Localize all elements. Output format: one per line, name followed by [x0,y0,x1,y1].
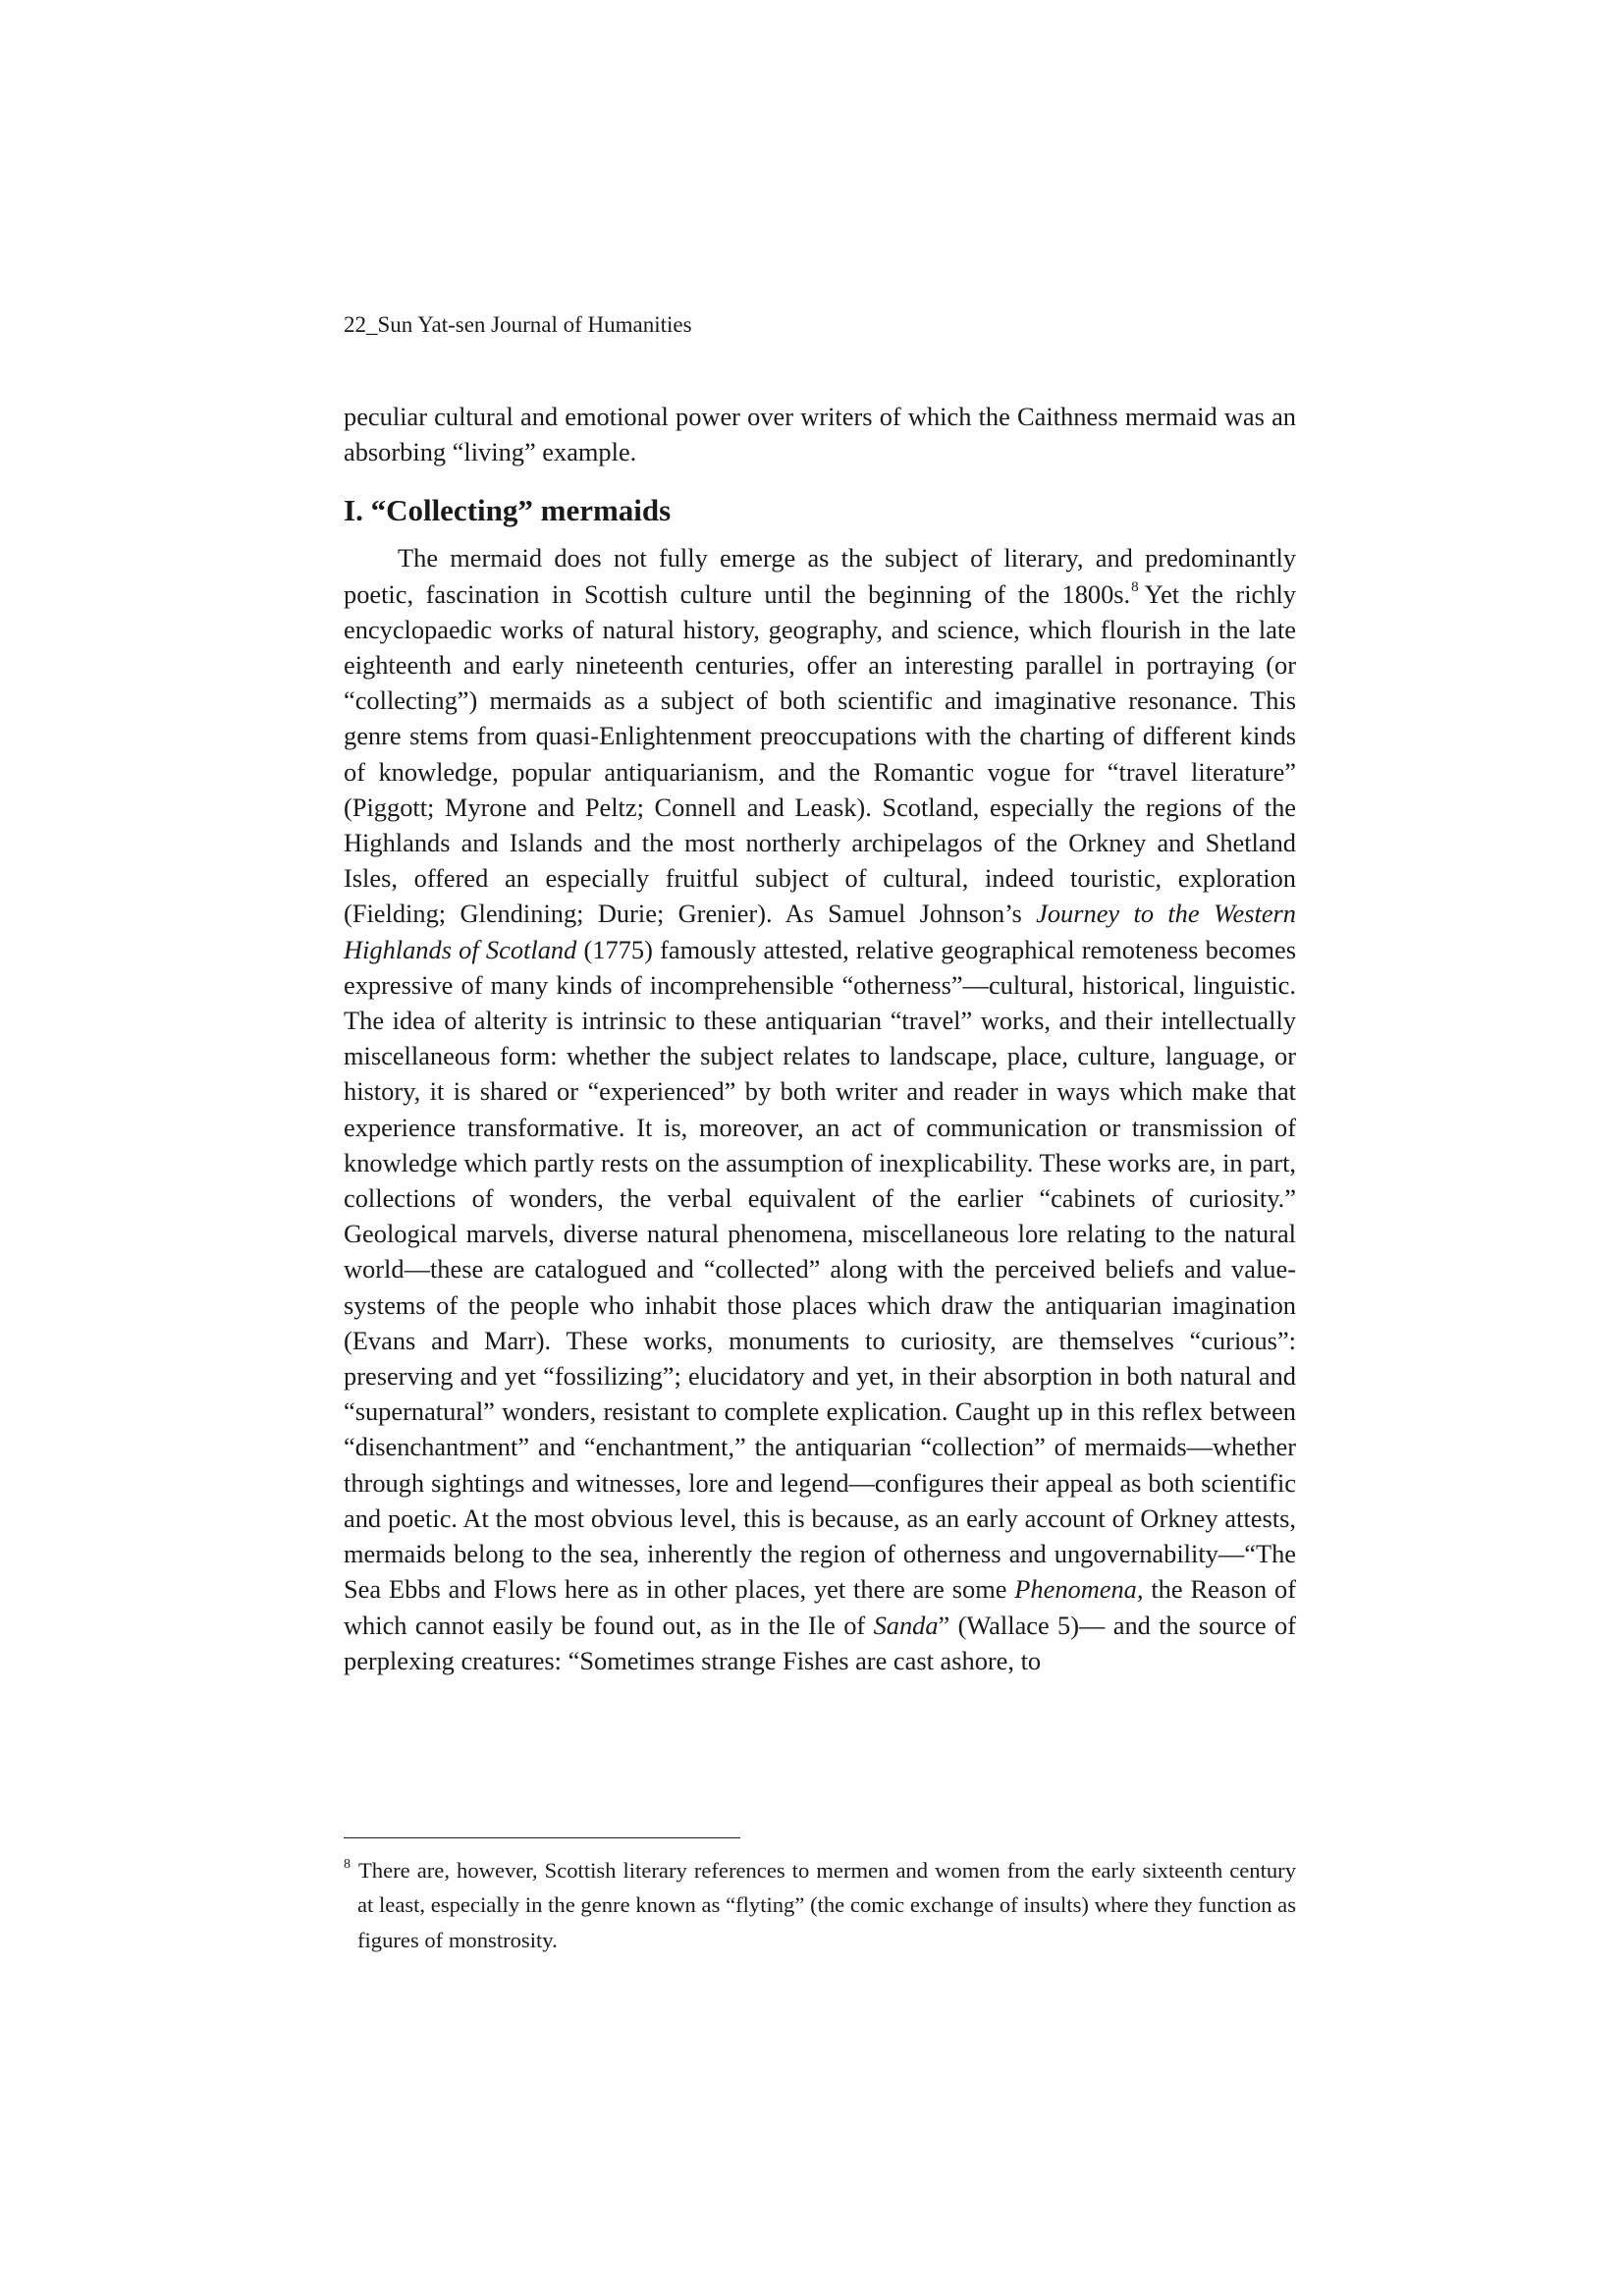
section-heading-wrap [344,491,1296,530]
main-text [344,399,1296,1678]
footnote-mark: 8 [344,1857,351,1872]
paragraph-text-4: the Reason of which cannot easily be found out, as in the Ile of [344,1574,1296,1640]
paragraph-text-1: The mermaid does not fully emerge as the subject of literary, and predominantly poetic, fascination in Scottish culture until the beginning of the 1800s. [344,543,1296,609]
paragraph-text-5: ” (Wallace 5)— and the source of perplexing creatures: “Sometimes strange Fishes are cast ashore, to [344,1610,1297,1675]
footnote-text: There are, however, Scottish literary references to mermen and women from the early sixteenth century at least, especially in the genre known as “flyting” (the comic exchange of insults) where they function as figures of monstrosity. [357,1858,1296,1952]
book-title: Journey to the Western Highlands of Scotland [344,899,1296,964]
footnote-area [344,1853,1296,1957]
section-paragraph [344,540,1296,1678]
section-heading: I. “Collecting” mermaids [344,493,672,528]
italic-term: Phenomena, [1014,1574,1144,1605]
footnote [344,1853,1296,1957]
running-head: 22_Sun Yat-sen Journal of Humanities [344,312,692,337]
opening-paragraph: peculiar cultural and emotional power over writers of which the Caithness mermaid was an absorbing “living” example. [344,402,1296,467]
footnote-reference[interactable]: 8 [1131,578,1139,595]
paragraph-text-2: Yet the richly encyclopaedic works of natural history, geography, and science, which flourish in the late eighteenth and early nineteenth centuries, offer an interesting parallel in portraying (or “collecting”) mermaids as a subject of both scientific and imaginative resonance. This genre stems from quasi-Enlightenment preoccupations with the charting of different kinds of knowledge, popular antiquarianism, and the Romantic vogue for “travel literature” (Piggott; Myrone and Peltz; Connell and Leask). Scotland, especially the regions of the Highlands and Islands and the most northerly archipelagos of the Orkney and Shetland Isles, offered an especially fruitful subject of cultural, indeed touristic, exploration (Fielding; Glendining; Durie; Grenier). As Samuel Johnson’s [344,578,1296,929]
paragraph-text-3: (1775) famously attested, relative geographical remoteness becomes expressive of many kinds of incomprehensible “otherness”—cultural, historical, linguistic. The idea of alterity is intrinsic to these antiquarian “travel” works, and their intellectually miscellaneous form: whether the subject relates to landscape, place, culture, language, or history, it is shared or “experienced” by both writer and reader in ways which make that experience transformative. It is, moreover, an act of communication or transmission of knowledge which partly rests on the assumption of inexplicability. These works are, in part, collections of wonders, the verbal equivalent of the earlier “cabinets of curiosity.” Geological marvels, diverse natural phenomena, miscellaneous lore relating to the natural world—these are catalogued and “collected” along with the perceived beliefs and value-systems of the people who inhabit those places which draw the antiquarian imagination (Evans and Marr). These works, monuments to curiosity, are themselves “curious”: preserving and yet “fossilizing”; elucidatory and yet, in their absorption in both natural and “supernatural” wonders, resistant to complete explication. Caught up in this reflex between “disenchantment” and “enchantment,” the antiquarian “collection” of mermaids—whether through sightings and witnesses, lore and legend—configures their appeal as both scientific and poetic. At the most obvious level, this is because, as an early account of Orkney attests, mermaids belong to the sea, inherently the region of otherness and ungovernability—“The Sea Ebbs and Flows here as in other places, yet there are some [344,934,1296,1605]
footnote-divider [344,1837,740,1838]
italic-place-name: Sanda [873,1610,939,1640]
journal-page [344,0,1296,2296]
